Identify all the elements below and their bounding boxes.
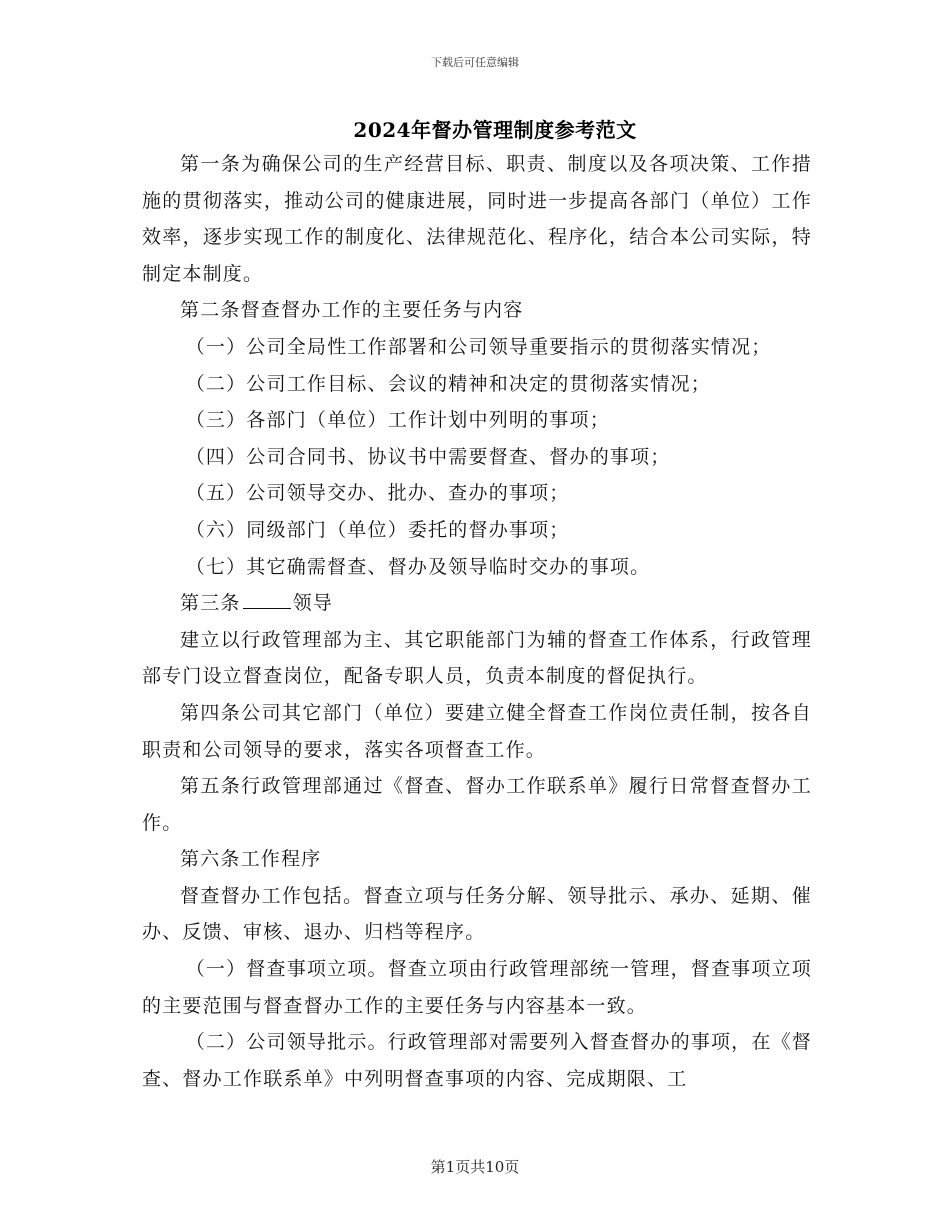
article-3-suffix: 领导 <box>292 592 334 615</box>
list-item: （七）其它确需督查、督办及领导临时交办的事项。 <box>185 555 651 578</box>
list-item: （一）公司全局性工作部署和公司领导重要指示的贯彻落实情况； <box>185 335 772 358</box>
paragraph-article-2: 第二条督查督办工作的主要任务与内容 <box>180 299 524 322</box>
paragraph-procedure-1: （一）督查事项立项。督查立项由行政管理部统一管理，督查事项立项的主要范围与督查督办工作的主要任务与内容基本一致。 <box>142 958 812 1017</box>
paragraph-article-3-body: 建立以行政管理部为主、其它职能部门为辅的督查工作体系，行政管理部专门设立督查岗位，配备专职人员，负责本制度的督促执行。 <box>142 628 812 688</box>
list-item: （四）公司合同书、协议书中需要督查、督办的事项； <box>185 445 671 468</box>
blank-underline <box>243 590 291 609</box>
paragraph-procedure: 督查督办工作包括。督查立项与任务分解、领导批示、承办、延期、催办、反馈、审核、退办、归档等程序。 <box>142 884 812 944</box>
list-item: （五）公司领导交办、批办、查办的事项； <box>185 482 570 505</box>
list-item: （三）各部门（单位）工作计划中列明的事项； <box>185 409 610 432</box>
page-number: 第1页共10页 <box>430 1158 520 1176</box>
paragraph-procedure-2: （二）公司领导批示。行政管理部对需要列入督查督办的事项，在《督查、督办工作联系单》中列明督查事项的内容、完成期限、工 <box>142 1031 812 1090</box>
article-3-prefix: 第三条 <box>180 592 241 615</box>
list-item: （二）公司工作目标、会议的精神和决定的贯彻落实情况； <box>185 372 711 395</box>
document-title: 2024年督办管理制度参考范文 <box>353 118 637 142</box>
document-body <box>142 146 812 1097</box>
paragraph-article-3-heading <box>142 585 812 622</box>
page-header-note: 下载后可任意编辑 <box>431 56 519 69</box>
list-item: （六）同级部门（单位）委托的督办事项； <box>185 518 570 541</box>
paragraph-article-6: 第六条工作程序 <box>180 848 322 871</box>
paragraph-article-4: 第四条公司其它部门（单位）要建立健全督查工作岗位责任制，按各自职责和公司领导的要求，落实各项督查工作。 <box>142 701 812 761</box>
paragraph-article-5: 第五条行政管理部通过《督查、督办工作联系单》履行日常督查督办工作。 <box>142 775 812 834</box>
paragraph-article-1: 第一条为确保公司的生产经营目标、职责、制度以及各项决策、工作措施的贯彻落实，推动公司的健康进展，同时进一步提高各部门（单位）工作效率，逐步实现工作的制度化、法律规范化、程序化，结合本公司实际，特制定本制度。 <box>142 153 812 285</box>
